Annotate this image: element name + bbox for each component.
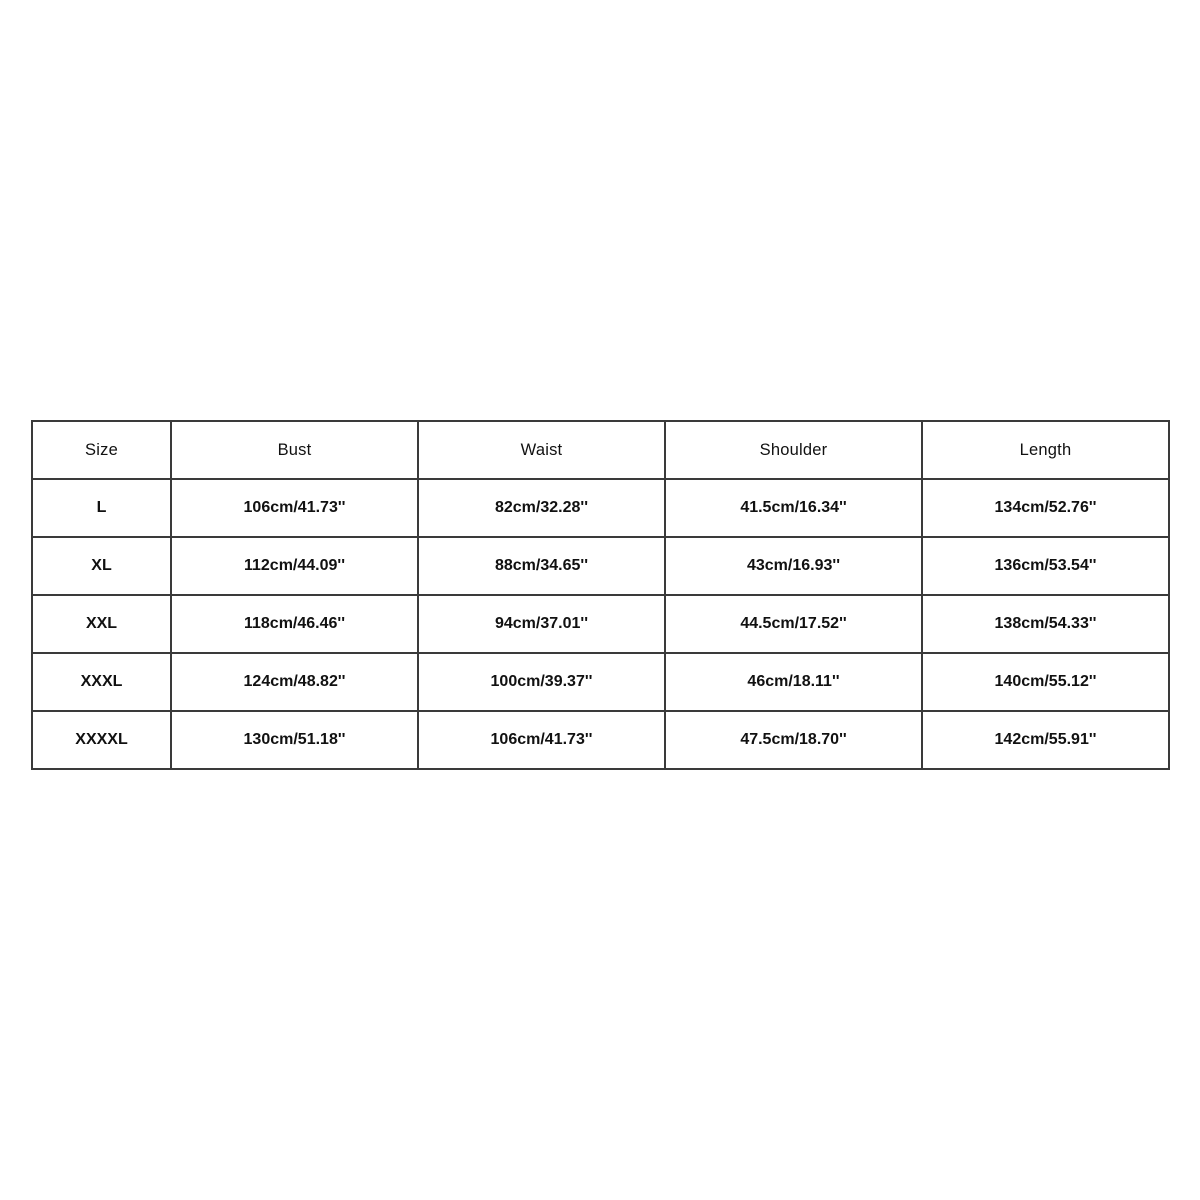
cell-shoulder: 41.5cm/16.34'' (665, 479, 922, 537)
header-length: Length (922, 421, 1169, 479)
cell-size: L (32, 479, 171, 537)
cell-length: 140cm/55.12'' (922, 653, 1169, 711)
cell-size: XXXL (32, 653, 171, 711)
cell-shoulder: 43cm/16.93'' (665, 537, 922, 595)
cell-size: XL (32, 537, 171, 595)
cell-bust: 124cm/48.82'' (171, 653, 418, 711)
cell-shoulder: 46cm/18.11'' (665, 653, 922, 711)
header-bust: Bust (171, 421, 418, 479)
table-row (32, 479, 1169, 537)
cell-waist: 94cm/37.01'' (418, 595, 665, 653)
header-row (32, 421, 1169, 479)
cell-shoulder: 44.5cm/17.52'' (665, 595, 922, 653)
cell-size: XXXXL (32, 711, 171, 769)
table-row (32, 537, 1169, 595)
cell-bust: 106cm/41.73'' (171, 479, 418, 537)
cell-waist: 82cm/32.28'' (418, 479, 665, 537)
cell-bust: 112cm/44.09'' (171, 537, 418, 595)
cell-bust: 130cm/51.18'' (171, 711, 418, 769)
cell-shoulder: 47.5cm/18.70'' (665, 711, 922, 769)
table-row (32, 711, 1169, 769)
cell-length: 136cm/53.54'' (922, 537, 1169, 595)
size-chart-table (31, 420, 1170, 770)
header-size: Size (32, 421, 171, 479)
table-row (32, 653, 1169, 711)
cell-length: 134cm/52.76'' (922, 479, 1169, 537)
cell-waist: 106cm/41.73'' (418, 711, 665, 769)
table-row (32, 595, 1169, 653)
cell-length: 138cm/54.33'' (922, 595, 1169, 653)
cell-waist: 100cm/39.37'' (418, 653, 665, 711)
cell-size: XXL (32, 595, 171, 653)
header-waist: Waist (418, 421, 665, 479)
cell-length: 142cm/55.91'' (922, 711, 1169, 769)
cell-bust: 118cm/46.46'' (171, 595, 418, 653)
cell-waist: 88cm/34.65'' (418, 537, 665, 595)
header-shoulder: Shoulder (665, 421, 922, 479)
